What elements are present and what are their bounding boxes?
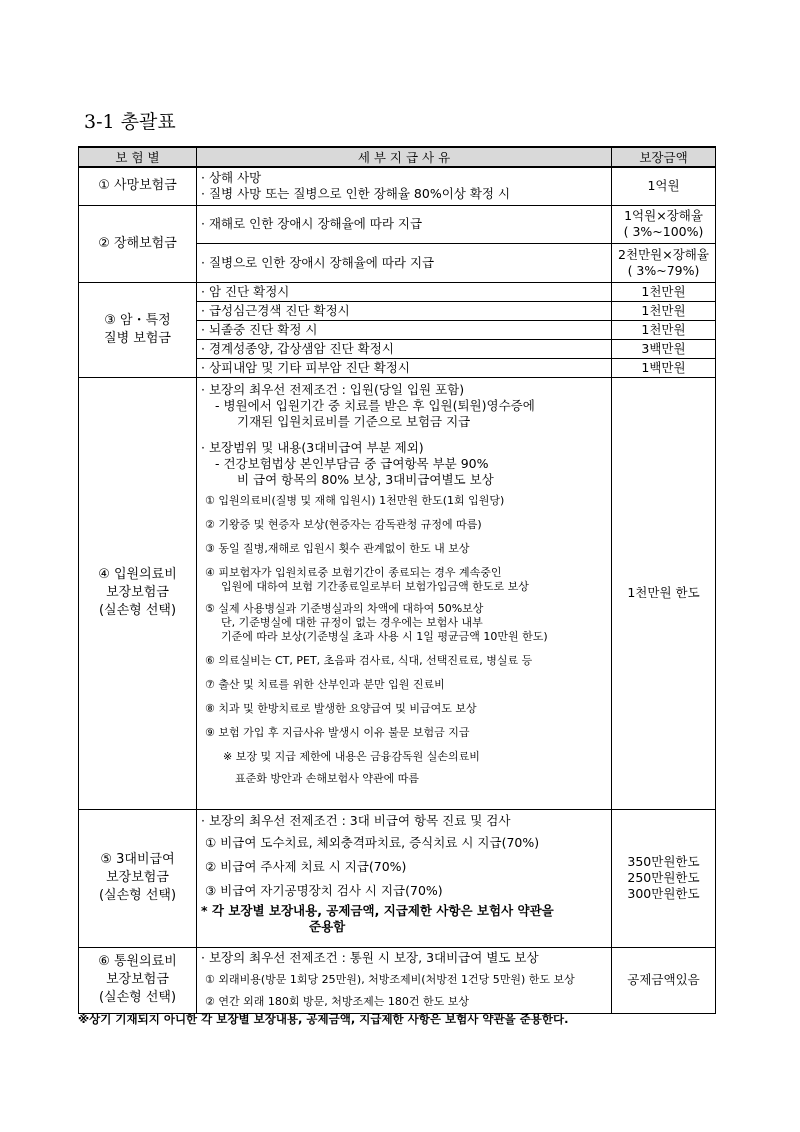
- amount-cell: [612, 243, 716, 282]
- note-line: 표준화 방안과 손해보험사 약관에 따름: [235, 771, 420, 785]
- amount-line: 1억원×장해율: [624, 208, 703, 223]
- table-header-row: [79, 147, 716, 167]
- reason-cell: [197, 205, 612, 243]
- reason-line: - 건강보험법상 본인부담금 중 급여항목 부분 90%: [215, 455, 489, 471]
- reason-line: · 상해 사망: [201, 170, 262, 186]
- category-line: 질병 보험금: [104, 330, 171, 346]
- category-line: 보장보험금: [106, 972, 169, 987]
- list-item: 입원에 대하여 보험 기간종료일로부터 보험가입금액 한도로 보상: [221, 579, 529, 593]
- list-item: 단, 기준병실에 대한 규정이 없는 경우에는 보험사 내부: [221, 615, 483, 629]
- list-item: ① 외래비용(방문 1회당 25만원), 처방조제비(처방전 1건당 5만원) 한도 보상: [205, 973, 575, 986]
- note-line: ※ 보장 및 지급 제한에 내용은 금융감독원 실손의료비: [223, 749, 480, 763]
- table-row: [79, 282, 716, 301]
- reason-cell: [197, 243, 612, 282]
- amount-cell: 1천만원: [612, 282, 716, 301]
- reason-cell: · 암 진단 확정시: [197, 282, 612, 301]
- list-item: ① 비급여 도수치료, 체외충격파치료, 증식치료 시 지급(70%): [205, 834, 540, 850]
- list-item: ② 기왕증 및 현증자 보상(현증자는 감독관청 규정에 따름): [205, 517, 482, 531]
- reason-line: · 보장의 최우선 전제조건 : 통원 시 보장, 3대비급여 별도 보상: [201, 950, 539, 965]
- footer-note: ※상기 기재되지 아니한 각 보장별 보장내용, 공제금액, 지급제한 사항은 보험사 약관을 준용한다.: [78, 1012, 569, 1026]
- amount-cell: [612, 205, 716, 243]
- category-line: ⑤ 3대비급여: [100, 852, 175, 867]
- category-line: (실손형 선택): [98, 888, 177, 903]
- table-row: [79, 377, 716, 809]
- amount-cell: 1억원: [612, 167, 716, 205]
- bold-note: 준용함: [309, 918, 346, 934]
- category-death: ① 사망보험금: [79, 167, 197, 205]
- reason-line: · 질병으로 인한 장애시 장해율에 따라 지급: [201, 254, 435, 270]
- header-insurance-type: 보 험 별: [79, 147, 197, 167]
- category-line: (실손형 선택): [98, 990, 177, 1005]
- category-line: ④ 입원의료비: [98, 567, 177, 582]
- list-item: ① 입원의료비(질병 및 재해 입원시) 1천만원 한도(1회 입원당): [205, 493, 505, 507]
- amount-cell: [612, 809, 716, 947]
- amount-line: 250만원한도: [627, 870, 700, 885]
- reason-cell: · 뇌졸중 진단 확정 시: [197, 320, 612, 339]
- reason-line: - 병원에서 입원기간 중 치료를 받은 후 입원(퇴원)영수증에: [215, 397, 535, 413]
- list-item: ② 비급여 주사제 치료 시 지급(70%): [205, 858, 407, 874]
- header-coverage-amount: 보장금액: [612, 147, 716, 167]
- amount-line: 350만원한도: [627, 854, 700, 869]
- list-item: ⑦ 출산 및 치료를 위한 산부인과 분만 입원 진료비: [205, 677, 445, 691]
- list-item: ⑤ 실제 사용병실과 기준병실과의 차액에 대하여 50%보상: [205, 601, 484, 615]
- reason-cell: [197, 377, 612, 809]
- reason-line: 비 급여 항목의 80% 보상, 3대비급여별도 보상: [237, 471, 494, 487]
- bold-note: * 각 보장별 보장내용, 공제금액, 지급제한 사항은 보험사 약관을: [201, 902, 554, 918]
- list-item: ⑨ 보험 가입 후 지급사유 발생시 이유 불문 보험금 지급: [205, 725, 470, 739]
- summary-table: [78, 146, 716, 1014]
- reason-line: · 질병 사망 또는 질병으로 인한 장해율 80%이상 확정 시: [201, 186, 511, 202]
- amount-cell: 공제금액있음: [612, 947, 716, 1013]
- list-item: ④ 피보험자가 입원치료중 보험기간이 종료되는 경우 계속중인: [205, 565, 502, 579]
- category-line: ③ 암・특정: [104, 312, 171, 328]
- amount-cell: 1천만원: [612, 320, 716, 339]
- category-line: 보장보험금: [106, 870, 169, 885]
- reason-cell: · 급성심근경색 진단 확정시: [197, 301, 612, 320]
- reason-line: · 재해로 인한 장애시 장해율에 따라 지급: [201, 216, 423, 231]
- list-item: ③ 비급여 자기공명장치 검사 시 지급(70%): [205, 882, 443, 898]
- amount-line: ( 3%~100%): [623, 224, 704, 239]
- list-item: ③ 동일 질병,재해로 입원시 횟수 관계없이 한도 내 보상: [205, 541, 470, 555]
- amount-cell: 1천만원: [612, 301, 716, 320]
- list-item: ② 연간 외래 180회 방문, 처방조제는 180건 한도 보상: [205, 995, 469, 1008]
- header-payment-reason: 세 부 지 급 사 유: [197, 147, 612, 167]
- reason-line: · 보장의 최우선 전제조건 : 3대 비급여 항목 진료 및 검사: [201, 812, 511, 828]
- category-cancer: [79, 282, 197, 377]
- table-row: [79, 167, 716, 205]
- amount-line: ( 3%~79%): [627, 262, 700, 278]
- reason-line: · 보장의 최우선 전제조건 : 입원(당일 입원 포함): [201, 381, 465, 397]
- reason-line: 기재된 입원치료비를 기준으로 보험금 지급: [237, 413, 471, 429]
- reason-cell: · 경계성종양, 갑상샘암 진단 확정시: [197, 339, 612, 358]
- table-row: [79, 947, 716, 1013]
- table-row: [79, 809, 716, 947]
- reason-cell: [197, 809, 612, 947]
- reason-line: · 보장범위 및 내용(3대비급여 부분 제외): [201, 439, 424, 455]
- amount-cell: 1천만원 한도: [612, 377, 716, 809]
- category-outpatient: [79, 947, 197, 1013]
- category-line: 보장보험금: [106, 585, 169, 600]
- category-line: (실손형 선택): [98, 603, 177, 618]
- amount-line: 2천만원×장해율: [618, 246, 709, 262]
- category-noncovered: [79, 809, 197, 947]
- section-title: 3-1 총괄표: [84, 111, 176, 133]
- category-disability: ② 장해보험금: [79, 205, 197, 282]
- reason-cell: [197, 947, 612, 1013]
- category-line: ⑥ 통원의료비: [98, 954, 177, 969]
- list-item: ⑥ 의료실비는 CT, PET, 초음파 검사료, 식대, 선택진료료, 병실료 등: [205, 653, 533, 667]
- category-inpatient: [79, 377, 197, 809]
- reason-cell: [197, 167, 612, 205]
- table-row: [79, 205, 716, 243]
- reason-cell: · 상피내암 및 기타 피부암 진단 확정시: [197, 358, 612, 377]
- amount-cell: 1백만원: [612, 358, 716, 377]
- amount-cell: 3백만원: [612, 339, 716, 358]
- amount-line: 300만원한도: [627, 886, 700, 901]
- list-item: ⑧ 치과 및 한방치료로 발생한 요양급여 및 비급여도 보상: [205, 701, 477, 715]
- list-item: 기준에 따라 보상(기준병실 초과 사용 시 1일 평균금액 10만원 한도): [221, 629, 548, 643]
